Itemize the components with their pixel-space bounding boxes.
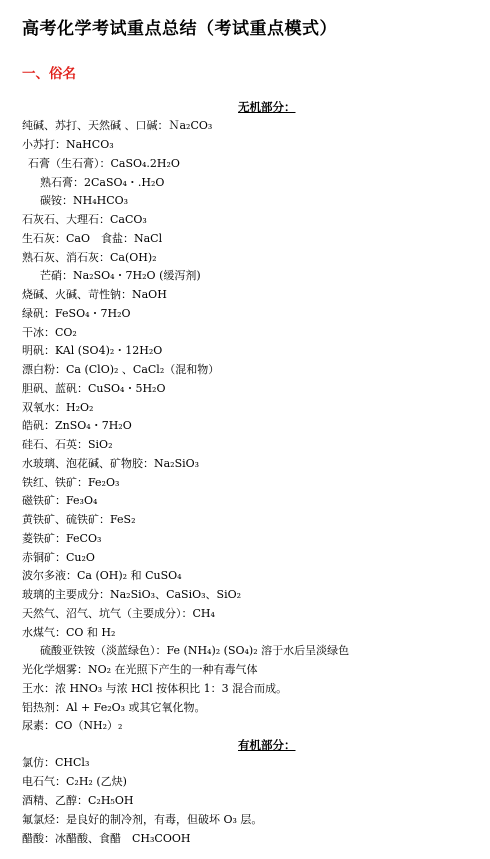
list-item: 波尔多液：Ca (OH)₂ 和 CuSO₄: [22, 569, 182, 582]
list-item: 氯仿：CHCl₃: [22, 756, 90, 769]
list-item: 铁红、铁矿：Fe₂O₃: [22, 476, 120, 489]
list-item: 干冰：CO₂: [22, 326, 77, 339]
list-item: 熟石灰、消石灰：Ca(OH)₂: [22, 251, 157, 264]
list-item: 王水：浓 HNO₃ 与浓 HCl 按体积比 1：3 混合而成。: [22, 682, 288, 695]
list-item: 氟氯烃：是良好的制冷剂，有毒，但破坏 O₃ 层。: [22, 813, 263, 826]
list-item: 水玻璃、泡花碱、矿物胶：Na₂SiO₃: [22, 457, 200, 470]
list-item: 双氧水：H₂O₂: [22, 401, 94, 414]
list-item: 烧碱、火碱、苛性钠：NaOH: [22, 288, 167, 301]
list-item: 铝热剂：Al + Fe₂O₃ 或其它氧化物。: [22, 701, 206, 714]
list-item: 生石灰：CaO 食盐：NaCl: [22, 232, 163, 245]
list-item: 胆矾、蓝矾：CuSO₄・5H₂O: [22, 382, 166, 395]
list-item: 菱铁矿：FeCO₃: [22, 532, 102, 545]
organic-subheading: 有机部分：: [238, 738, 296, 752]
list-item: 绿矾：FeSO₄・7H₂O: [22, 307, 131, 320]
list-item: 磁铁矿：Fe₃O₄: [22, 494, 98, 507]
list-item: 玻璃的主要成分：Na₂SiO₃、CaSiO₃、SiO₂: [22, 588, 242, 601]
list-item: 纯碱、苏打、天然碱 、口碱：Ｎa₂CO₃: [22, 119, 213, 132]
list-item: 皓矾：ZnSO₄・7H₂O: [22, 419, 132, 432]
list-item: 芒硝：Na₂SO₄・7H₂O (缓泻剂): [40, 269, 201, 282]
list-item: 酒精、乙醇：C₂H₅OH: [22, 794, 134, 807]
list-item: 天然气、沼气、坑气（主要成分）：CH₄: [22, 607, 215, 620]
list-item: 黄铁矿、硫铁矿：FeS₂: [22, 513, 136, 526]
list-item: 小苏打：NaHCO₃: [22, 138, 114, 151]
list-item: 漂白粉：Ca (ClO)₂ 、CaCl₂（混和物）: [22, 363, 220, 376]
list-item: 醋酸：冰醋酸、食醋 CH₃COOH: [22, 832, 191, 845]
page-title: 高考化学考试重点总结（考试重点模式）: [22, 19, 337, 39]
list-item: 硫酸亚铁铵（淡蓝绿色）：Fe (NH₄)₂ (SO₄)₂ 溶于水后呈淡绿色: [40, 644, 350, 657]
list-item: 明矾：KAl (SO4)₂・12H₂O: [22, 344, 163, 357]
list-item: 熟石膏：2CaSO₄・.H₂O: [40, 176, 165, 189]
list-item: 石膏（生石膏）：CaSO₄.2H₂O: [28, 157, 180, 170]
section-heading: 一、俗名: [22, 66, 76, 82]
list-item: 尿素：CO（NH₂）₂: [22, 719, 123, 732]
list-item: 硅石、石英：SiO₂: [22, 438, 113, 451]
list-item: 赤铜矿：Cu₂O: [22, 551, 95, 564]
list-item: 水煤气：CO 和 H₂: [22, 626, 116, 639]
list-item: 光化学烟雾：NO₂ 在光照下产生的一种有毒气体: [22, 663, 258, 676]
inorganic-subheading: 无机部分：: [238, 100, 296, 114]
list-item: 石灰石、大理石：CaCO₃: [22, 213, 147, 226]
list-item: 碳铵：NH₄HCO₃: [40, 194, 129, 207]
list-item: 电石气：C₂H₂ (乙炔): [22, 775, 127, 788]
